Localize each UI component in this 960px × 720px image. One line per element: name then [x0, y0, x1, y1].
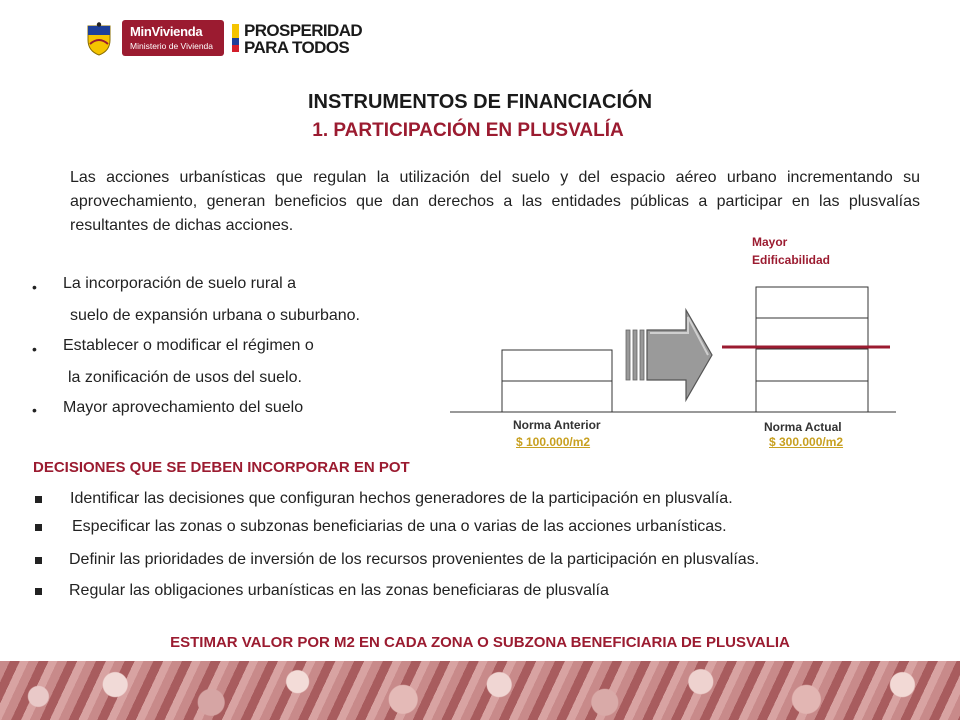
- bullet-3-line-1: Mayor aprovechamiento del suelo: [63, 399, 304, 416]
- gain-label-line-1: Mayor: [752, 235, 788, 249]
- decisions-title: DECISIONES QUE SE DEBEN INCORPORAR EN POT: [33, 459, 410, 476]
- bullet-1-line-1: La incorporación de suelo rural a: [63, 275, 297, 292]
- estimate-note: ESTIMAR VALOR POR M2 EN CADA ZONA O SUBZONA BENEFICIARIA DE PLUSVALIA: [170, 634, 790, 651]
- bullet-marker: •: [32, 341, 37, 357]
- ministry-subtitle: Ministerio de Vivienda: [130, 41, 213, 51]
- plusvalia-diagram: [440, 225, 910, 425]
- before-price: $ 100.000/m2: [516, 435, 591, 449]
- decision-item: Identificar las decisiones que configuran hechos generadores de la participación en plusvalía.: [70, 490, 733, 507]
- decision-item: Especificar las zonas o subzonas beneficiarias de una o varias de las acciones urbanísticas.: [72, 518, 727, 535]
- ministry-logo: [122, 20, 224, 56]
- square-bullet: [35, 496, 42, 503]
- after-price: $ 300.000/m2: [769, 435, 844, 449]
- square-bullet: [35, 588, 42, 595]
- building-before: [502, 350, 612, 412]
- square-bullet: [35, 557, 42, 564]
- crowd-photo-banner: [0, 661, 960, 720]
- bullet-marker: •: [32, 279, 37, 295]
- page-subtitle: 1. PARTICIPACIÓN EN PLUSVALÍA: [312, 120, 624, 141]
- decision-item: Definir las prioridades de inversión de los recursos provenientes de la participación en plusvalías.: [69, 551, 760, 568]
- after-norm-label: Norma Actual: [764, 420, 842, 434]
- ministry-name: MinVivienda: [130, 24, 203, 39]
- right-arrow-icon: [626, 310, 712, 400]
- page-title: INSTRUMENTOS DE FINANCIACIÓN: [307, 91, 653, 113]
- colombian-flag-icon: [232, 24, 239, 52]
- bullet-2-line-1: Establecer o modificar el régimen o: [63, 337, 314, 354]
- square-bullet: [35, 524, 42, 531]
- slogan-line-2: PARA TODOS: [244, 38, 350, 57]
- coat-of-arms-icon: [84, 22, 114, 56]
- slogan-line-1: PROSPERIDAD: [244, 21, 363, 40]
- before-norm-label: Norma Anterior: [513, 418, 601, 432]
- gain-label-line-2: Edificabilidad: [752, 253, 831, 267]
- bullet-2-line-2: la zonificación de usos del suelo.: [68, 369, 302, 386]
- bullet-1-line-2: suelo de expansión urbana o suburbano.: [70, 307, 360, 324]
- building-after: [756, 287, 868, 412]
- intro-paragraph: Las acciones urbanísticas que regulan la utilización del suelo y del espacio aéreo urbano incrementando su aprovechamiento, generan beneficios que dan derechos a las entidades públicas a participar en las plusvalías resultantes de dichas acciones.: [70, 169, 920, 234]
- bullet-marker: •: [32, 402, 37, 418]
- decision-item: Regular las obligaciones urbanísticas en las zonas beneficiaras de plusvalía: [69, 582, 609, 599]
